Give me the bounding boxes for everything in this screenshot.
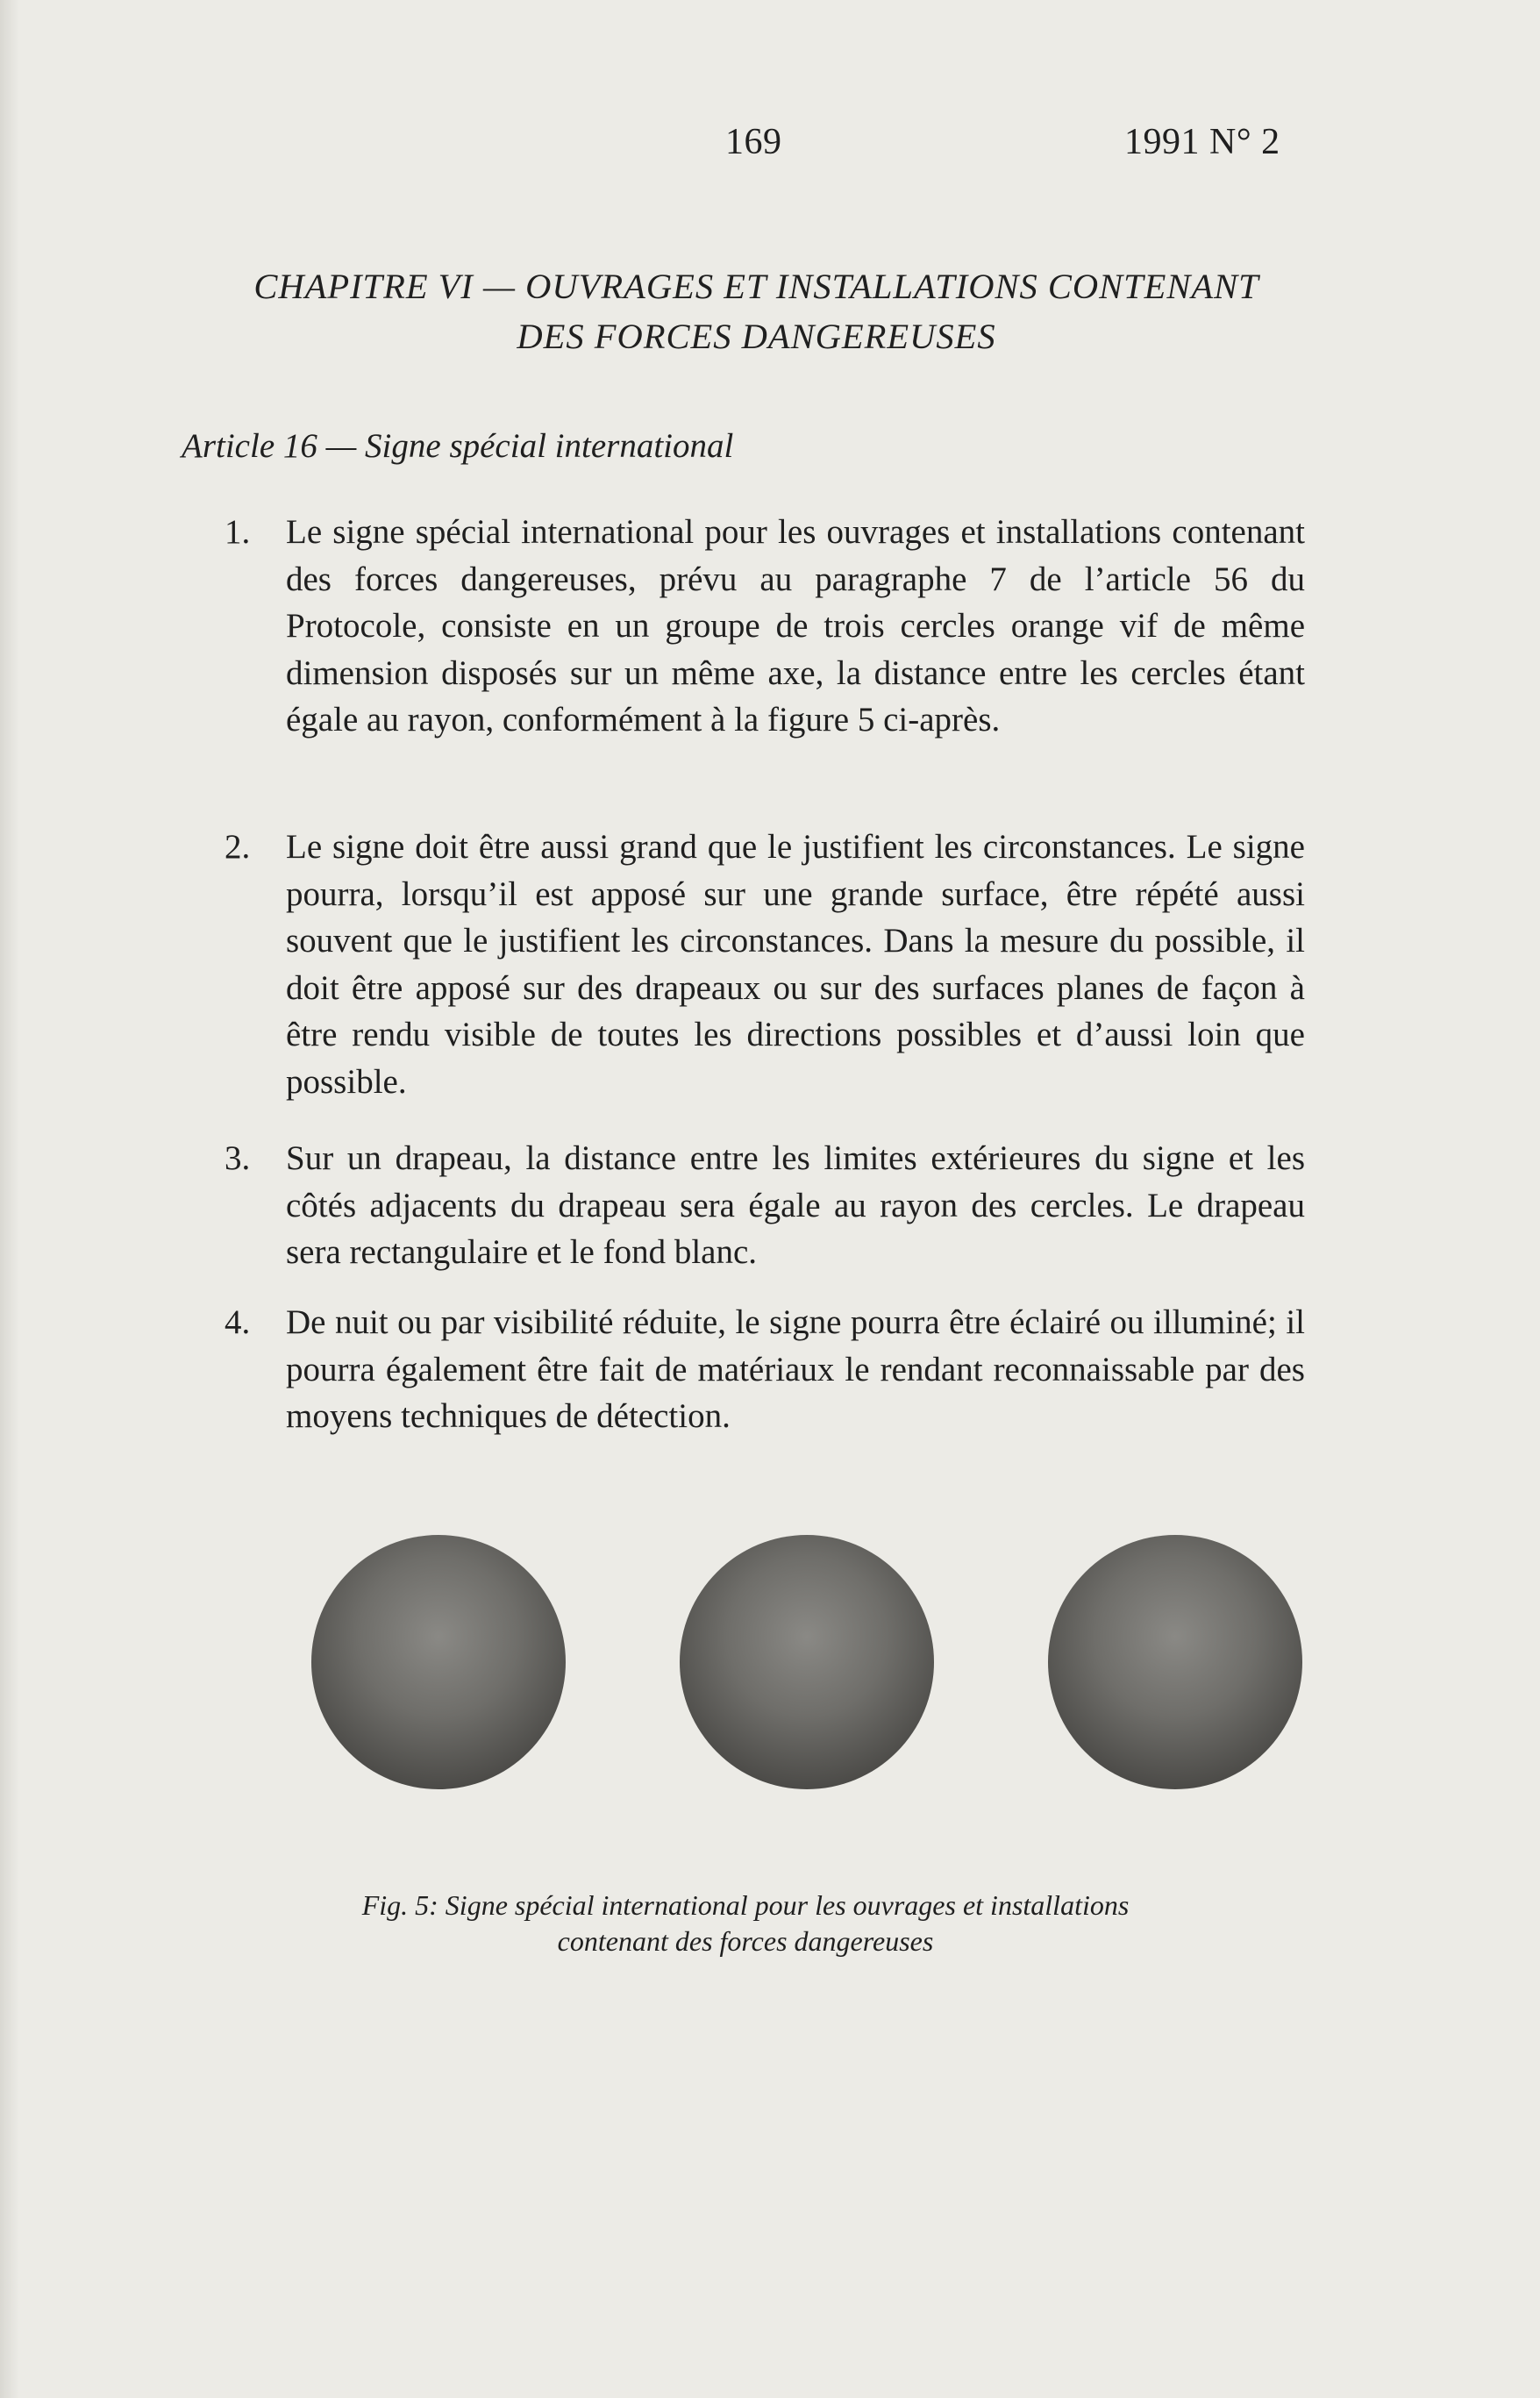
paragraph-number: 1. <box>225 513 251 551</box>
figure-caption-line-2: contenant des forces dangereuses <box>557 1925 934 1957</box>
figure-caption-line-1: Fig. 5: Signe spécial international pour les ouvrages et installations <box>361 1889 1130 1921</box>
article-title: Article 16 — Signe spécial international <box>182 427 734 465</box>
figure-three-circles <box>289 1535 1315 1798</box>
paragraph-text: De nuit ou par visibilité réduite, le signe pourra être éclairé ou illuminé; il pourra également être fait de matériaux le rendant reconnaissable par des moyens techniques de détection. <box>286 1303 1305 1435</box>
paragraph-1 <box>226 509 1305 744</box>
paragraph-number: 4. <box>225 1303 251 1341</box>
page-edge <box>0 0 19 2398</box>
paragraph-4 <box>226 1299 1305 1440</box>
circle-left <box>311 1535 566 1789</box>
paragraph-3 <box>226 1135 1305 1276</box>
chapter-title <box>132 261 1381 361</box>
paragraph-number: 3. <box>225 1139 251 1177</box>
circle-middle <box>680 1535 934 1789</box>
page-number: 169 <box>725 122 782 162</box>
figure-caption <box>263 1888 1228 1959</box>
paragraph-text: Le signe spécial international pour les ouvrages et installations contenant des forces dangereuses, prévu au paragraphe 7 de l’article 56 du Protocole, consiste en un groupe de trois cercles orange vif de même dimension disposés sur un même axe, la distance entre les cercles étant égale au rayon, conformément à la figure 5 ci-après. <box>286 513 1305 739</box>
chapter-title-line-1: CHAPITRE VI — OUVRAGES ET INSTALLATIONS CONTENANT <box>253 267 1259 306</box>
paragraph-2 <box>226 824 1305 1105</box>
chapter-title-line-2: DES FORCES DANGEREUSES <box>517 317 996 356</box>
paragraph-text: Sur un drapeau, la distance entre les limites extérieures du signe et les côtés adjacents du drapeau sera égale au rayon des cercles. Le drapeau sera rectangulaire et le fond blanc. <box>286 1139 1305 1271</box>
paragraph-text: Le signe doit être aussi grand que le justifient les circonstances. Le signe pourra, lorsqu’il est apposé sur une grande surface, être répété aussi souvent que le justifient les circonstances. Dans la mesure du possible, il doit être apposé sur des drapeaux ou sur des surfaces planes de façon à être rendu visible de toutes les directions possibles et d’aussi loin que possible. <box>286 828 1305 1101</box>
paragraph-number: 2. <box>225 828 251 866</box>
circle-right <box>1048 1535 1302 1789</box>
issue-number: 1991 N° 2 <box>1124 122 1280 162</box>
